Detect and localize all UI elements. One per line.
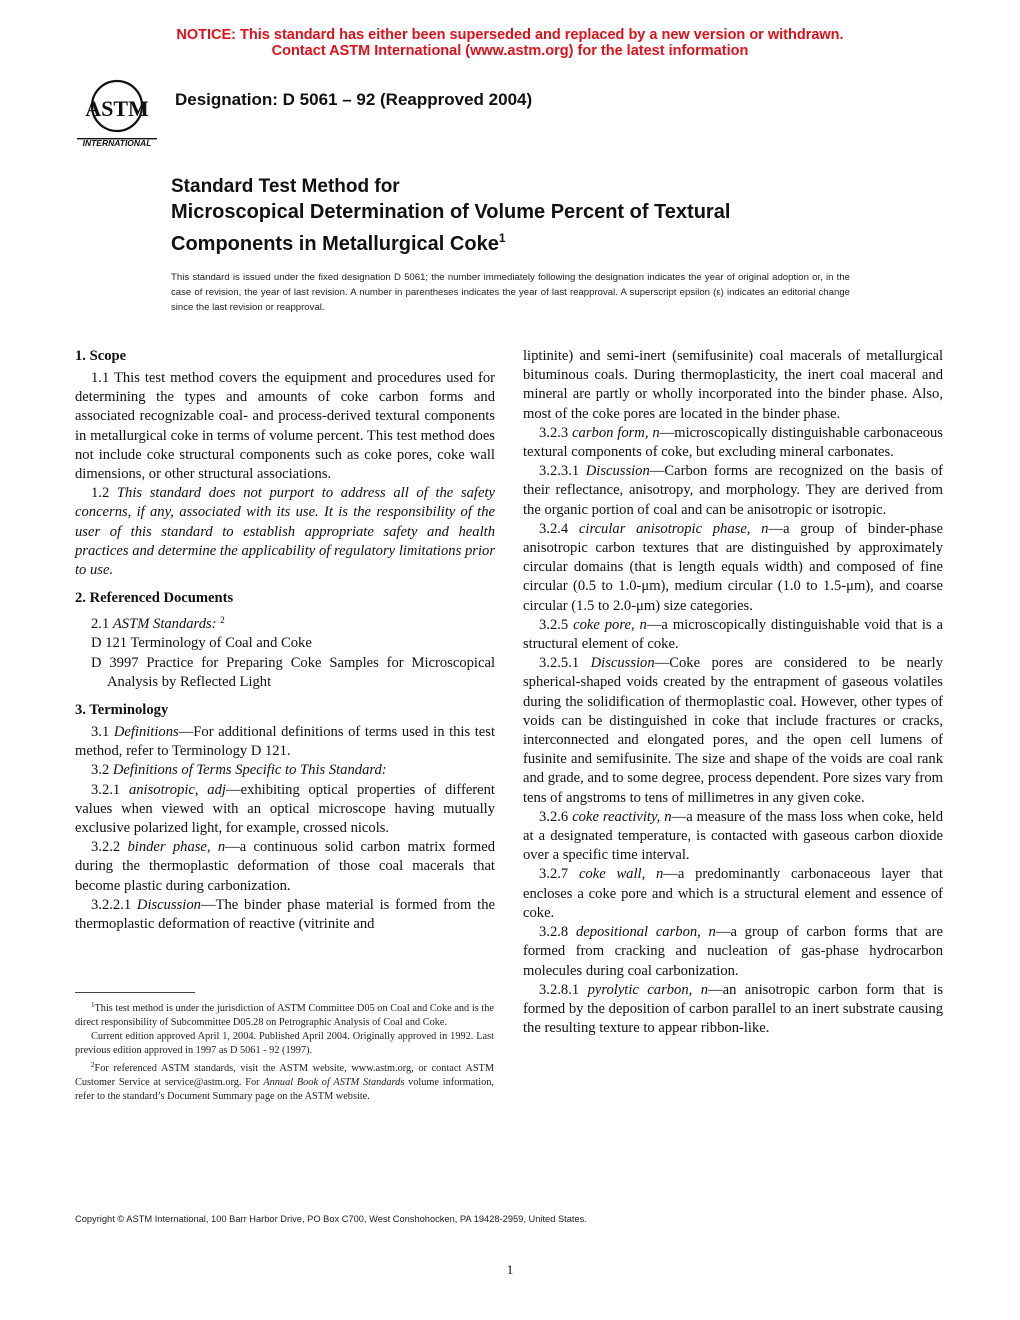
paragraph-3-1: 3.1 Definitions—For additional definitions of terms used in this test method, refer to Terminology D 121.	[75, 724, 496, 760]
section-terminology-heading: 3. Terminology	[75, 702, 169, 719]
paragraph-3-2-1: 3.2.1 anisotropic, adj—exhibiting optical properties of different values when viewed with an optical microscope having mutually exclusive polarized light, for example, crossed nicols.	[75, 781, 495, 837]
svg-text:ASTM: ASTM	[85, 96, 149, 121]
astm-logo-icon	[72, 76, 162, 148]
paragraph-3-2-8: 3.2.8 depositional carbon, n—a group of carbon forms that are formed from cracking and nucleation of gas-phase hydrocarbon molecules during coal carbonization.	[523, 924, 943, 979]
copyright-line: Copyright © ASTM International, 100 Barr Harbor Drive, PO Box C700, West Conshohocken, PA 19428-2959, United States.	[75, 1214, 587, 1224]
reference-d121: D 121 Terminology of Coal and Coke	[91, 635, 312, 652]
page-number: 1	[506, 1262, 514, 1277]
title-line-3: Components in Metallurgical Coke$^1$	[171, 231, 506, 255]
notice-line-2: Contact ASTM International (www.astm.org) for the latest information	[271, 43, 749, 59]
reference-d3997: D 3997 Practice for Preparing Coke Samples for Microscopical Analysis by Reflected Light	[91, 654, 495, 690]
svg-text:INTERNATIONAL: INTERNATIONAL	[82, 138, 152, 148]
paragraph-3-2-5: 3.2.5 coke pore, n—a microscopically distinguishable void that is a structural element of coke.	[523, 616, 943, 653]
section-scope-heading: 1. Scope	[75, 348, 127, 364]
paragraph-3-2-5-1: 3.2.5.1 Discussion—Coke pores are considered to be nearly spherical-shaped voids created by the entrapment of gaseous volatiles during the solidification of thermoplastic coal. However, other types of voids can be distinguished in coke that include fractures or cracks, interconnected and elongated pores, and the open cell lumens of fusinite and semifusinite. The size and shape of the voids are coal rank and grade, and to some degree, process dependent. Pore sizes vary from tens of angstroms to tens of millimetres in any given coke.	[523, 655, 943, 806]
paragraph-3-2-3-1: 3.2.3.1 Discussion—Carbon forms are recognized on the basis of their reflectance, anisotropy, and morphology. They are derived from the organic portion of coal and can be anisotropic or isotropic.	[523, 463, 943, 518]
footnote-rule	[75, 992, 195, 993]
footnote-1-edition: Current edition approved April 1, 2004. Published April 2004. Originally approved in 1992. Last previous edition approved in 1997 as D 5061 - 92 (1997).	[75, 1031, 494, 1056]
title-line-2: Microscopical Determination of Volume Percent of Textural	[171, 201, 731, 223]
paragraph-1-1: 1.1 This test method covers the equipment and procedures used for determining the types and amounts of coke carbon forms and associated recognizable coal- and process-derived textural components in metallurgical coke in terms of volume percent. This test method does not include coke structural components such as coke pores, coke wall dimensions, or other structural associations.	[75, 370, 495, 483]
paragraph-3-2-7: 3.2.7 coke wall, n—a predominantly carbonaceous layer that encloses a coke pore and which is a structural element and essence of coke.	[523, 866, 943, 921]
left-column	[75, 347, 495, 934]
notice-line-1: NOTICE: This standard has either been superseded and replaced by a new version or withdrawn.	[176, 27, 844, 43]
title-line-1: Standard Test Method for	[171, 176, 400, 197]
paragraph-3-2-8-1: 3.2.8.1 pyrolytic carbon, n—an anisotropic carbon form that is formed by the deposition of carbon parallel to an inert substrate causing the resulting texture to appear ribbon-like.	[523, 981, 943, 1037]
document-title	[171, 175, 931, 257]
paragraph-3-2-3: 3.2.3 carbon form, n—microscopically distinguishable carbonaceous textural components of coke, but excluding mineral carbonates.	[523, 424, 943, 461]
paragraph-3-2-2: 3.2.2 binder phase, n—a continuous solid carbon matrix formed during the thermoplastic deformation of those coal macerals that become plastic during carbonization.	[75, 839, 495, 894]
footnotes	[75, 992, 494, 1104]
issuance-note: This standard is issued under the fixed designation D 5061; the number immediately following the designation indicates the year of original adoption or, in the case of revision, the year of last revision. A number in parentheses indicates the year of last reapproval. A superscript epsilon (ε) indicates an editorial change since the last revision or reapproval.	[171, 272, 850, 313]
title-footnote-mark: 1	[498, 231, 506, 245]
withdrawal-notice	[0, 27, 1020, 59]
paragraph-3-2: 3.2 Definitions of Terms Specific to This Standard:	[91, 762, 387, 779]
astm-logo	[72, 76, 162, 148]
paragraph-2-1: 2.1 ASTM Standards: $^2$	[91, 615, 225, 633]
designation: Designation: D 5061 – 92 (Reapproved 2004)	[175, 90, 533, 109]
paragraph-3-2-6: 3.2.6 coke reactivity, n—a measure of the mass loss when coke, held at a designated temperature, is contacted with gaseous carbon dioxide over a specific time interval.	[523, 808, 943, 864]
paragraph-1-2: 1.2 This standard does not purport to address all of the safety concerns, if any, associated with its use. It is the responsibility of the user of this standard to establish appropriate safety and health practices and determine the applicability of regulatory limitations prior to use.	[75, 485, 495, 579]
footnote-1: $^1$This test method is under the jurisdiction of ASTM Committee D05 on Coal and Coke and is the direct responsibility of Subcommittee D05.28 on Petrographic Analysis of Coal and Coke.	[75, 1001, 494, 1028]
section-referenced-documents-heading: 2. Referenced Documents	[75, 590, 234, 607]
paragraph-3-2-2-1-continued: liptinite) and semi-inert (semifusinite) coal macerals of metallurgical bituminous coals. During thermoplasticity, the inert coal maceral and mineral are partly or wholly incorporated into the binder phase. Also, most of the coke pores are located in the binder phase.	[523, 348, 943, 422]
paragraph-3-2-4: 3.2.4 circular anisotropic phase, n—a group of binder-phase anisotropic carbon textures that are distinguished by approximately circular domains (that is length equals width) and composed of fine circular (0.5 to 1.0-μm), medium circular (1.0 to 1.5-μm), and coarse circular (1.5 to 2.0-μm) size categories.	[523, 520, 943, 614]
footnote-2: $^2$For referenced ASTM standards, visit the ASTM website, www.astm.org, or contact ASTM Customer Service at service@astm.org. For Annual Book of ASTM Standards volume information, refer to the standard’s Document Summary page on the ASTM website.	[75, 1061, 494, 1102]
paragraph-3-2-2-1: 3.2.2.1 Discussion—The binder phase material is formed from the thermoplastic deformation of reactive (vitrinite and	[75, 896, 496, 933]
right-column	[523, 347, 943, 1038]
